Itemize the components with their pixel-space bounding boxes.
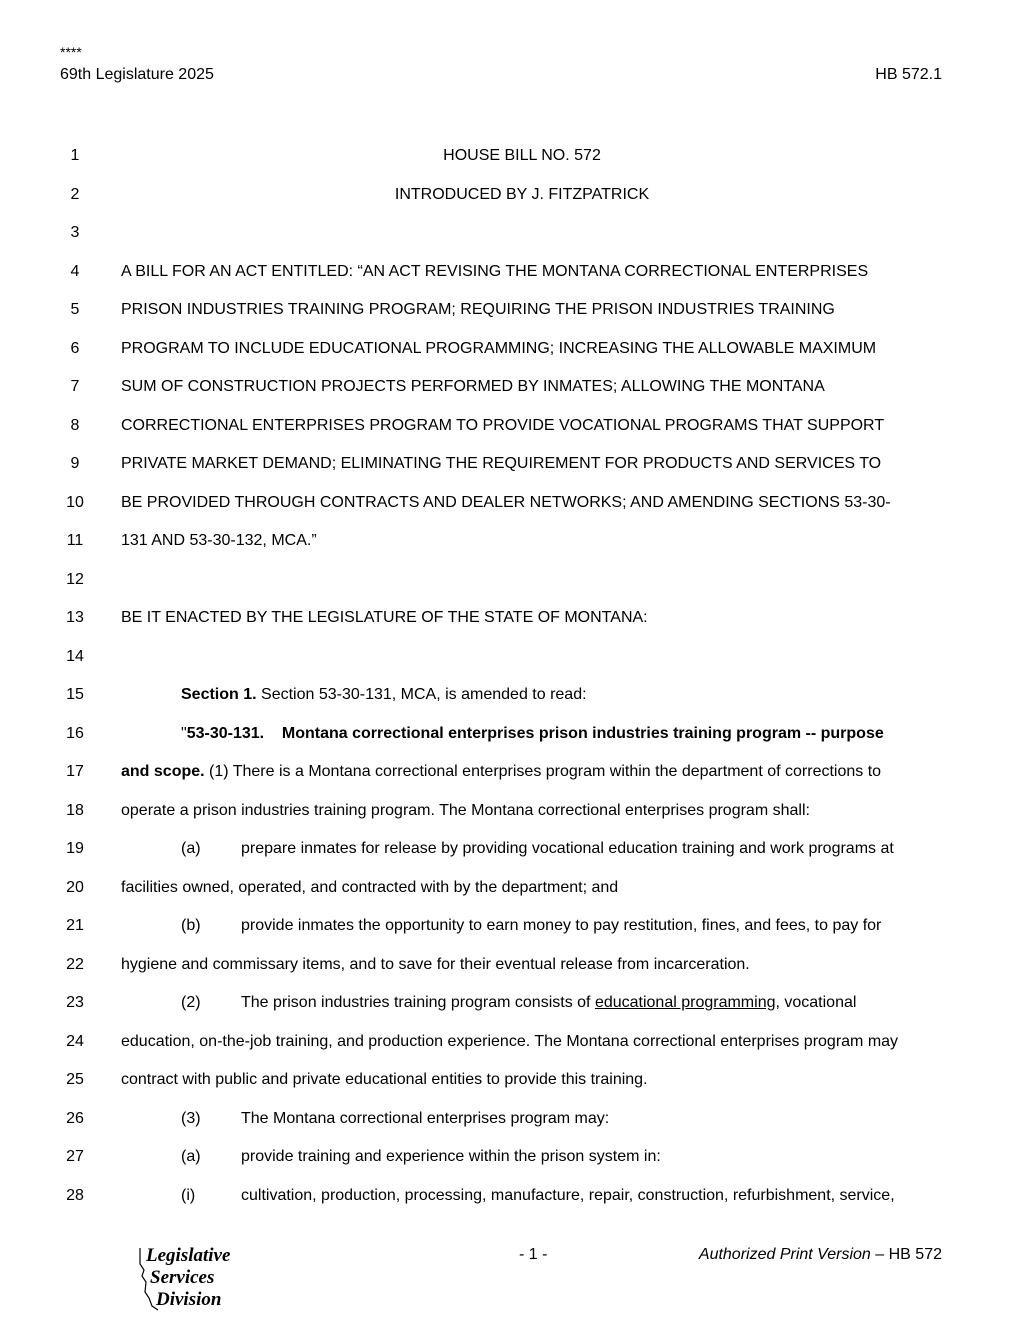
line-number: 19 [66, 840, 84, 857]
inserted-text: educational programming, [594, 994, 780, 1011]
bill-line [0, 647, 1024, 667]
line-number: 1 [70, 147, 80, 164]
line-number: 7 [70, 378, 80, 395]
bill-line [0, 762, 1024, 782]
item-text: prepare inmates for release by providing vocational education training and work programs at [241, 840, 894, 857]
line-number: 23 [66, 994, 84, 1011]
authorized-label: Authorized Print Version [698, 1246, 871, 1263]
bill-line [0, 1147, 1024, 1167]
bill-id: HB 572.1 [875, 66, 942, 83]
line-number: 25 [66, 1071, 84, 1088]
line-text: INTRODUCED BY J. FITZPATRICK [394, 185, 650, 203]
item-label: (b) [181, 917, 201, 934]
authorized-bill: HB 572 [888, 1246, 942, 1263]
section-line [181, 685, 936, 705]
line-text: SUM OF CONSTRUCTION PROJECTS PERFORMED BY INMATES; ALLOWING THE MONTANA [121, 378, 825, 395]
item-text: The Montana correctional enterprises program may: [241, 1109, 610, 1127]
bill-line [0, 993, 1024, 1013]
line-text: 131 AND 53-30-132, MCA.” [121, 532, 317, 549]
line-number: 16 [66, 724, 84, 742]
authorized-dash: – [870, 1246, 889, 1263]
quote-mark: " [181, 724, 187, 742]
section-label: Section 1. [181, 686, 257, 703]
item-text: cultivation, production, processing, manufacture, repair, construction, refurbishment, service, [241, 1186, 895, 1204]
item-label: (3) [181, 1109, 201, 1127]
bill-line [0, 493, 1024, 513]
bill-line [0, 955, 1024, 975]
item-text-start: The prison industries training program consists of [241, 994, 595, 1011]
item-label: (i) [181, 1186, 196, 1204]
line-text: contract with public and private educational entities to provide this training. [121, 1071, 648, 1088]
bill-line [0, 724, 1024, 744]
bill-line [0, 377, 1024, 397]
logo-line-3: Division [156, 1289, 222, 1310]
section-text: Section 53-30-131, MCA, is amended to read: [256, 686, 587, 703]
bill-line [0, 608, 1024, 628]
line-number: 15 [66, 686, 84, 703]
line-text: operate a prison industries training program. The Montana correctional enterprises program shall: [121, 801, 810, 819]
line-number: 20 [66, 878, 84, 896]
bill-line [0, 685, 1024, 705]
header-stars: **** [60, 44, 82, 60]
line-number: 6 [70, 339, 80, 357]
line-text: CORRECTIONAL ENTERPRISES PROGRAM TO PROVIDE VOCATIONAL PROGRAMS THAT SUPPORT [121, 416, 885, 434]
line-number: 21 [66, 917, 84, 934]
bill-line [0, 1070, 1024, 1090]
heading-text: 53-30-131. Montana correctional enterprises prison industries training program -- purpose [186, 724, 884, 742]
line-number: 27 [66, 1148, 84, 1165]
line-number: 13 [66, 609, 84, 626]
legislative-services-logo [136, 1246, 246, 1314]
line-number: 5 [70, 301, 80, 318]
section-heading [181, 724, 936, 744]
bill-line [0, 185, 1024, 205]
item-text-end: vocational [779, 994, 857, 1011]
line-text: (1) There is a Montana correctional enterprises program within the department of corrections to [204, 763, 882, 780]
bill-line [0, 570, 1024, 590]
line-text: BE IT ENACTED BY THE LEGISLATURE OF THE STATE OF MONTANA: [121, 609, 648, 626]
bill-line [0, 801, 1024, 821]
bill-line [0, 339, 1024, 359]
line-number: 12 [66, 570, 84, 588]
bill-line [0, 223, 1024, 243]
line-number: 9 [70, 455, 80, 472]
line-text: BE PROVIDED THROUGH CONTRACTS AND DEALER NETWORKS; AND AMENDING SECTIONS 53-30- [121, 493, 891, 511]
line-number: 11 [66, 532, 84, 549]
bill-line [0, 454, 1024, 474]
line-text: PRIVATE MARKET DEMAND; ELIMINATING THE REQUIREMENT FOR PRODUCTS AND SERVICES TO [121, 455, 882, 472]
line-number: 18 [66, 801, 84, 819]
item-label: (2) [181, 994, 201, 1011]
bill-line [0, 531, 1024, 551]
item-text: provide inmates the opportunity to earn money to pay restitution, fines, and fees, to pay for [241, 917, 882, 934]
bill-line [0, 839, 1024, 859]
line-number: 4 [70, 262, 80, 280]
page-number: - 1 - [519, 1246, 548, 1263]
item-text [241, 993, 856, 1013]
line-number: 2 [70, 185, 80, 203]
line-text: A BILL FOR AN ACT ENTITLED: “AN ACT REVISING THE MONTANA CORRECTIONAL ENTERPRISES [121, 262, 869, 280]
line-text: PRISON INDUSTRIES TRAINING PROGRAM; REQUIRING THE PRISON INDUSTRIES TRAINING [121, 301, 835, 318]
line-number: 28 [66, 1186, 84, 1204]
line-text: facilities owned, operated, and contracted with by the department; and [121, 878, 619, 896]
bill-line [0, 916, 1024, 936]
bill-line [0, 1186, 1024, 1206]
bill-line [0, 146, 1024, 166]
line-text: HOUSE BILL NO. 572 [443, 147, 601, 164]
line-number: 24 [66, 1032, 84, 1050]
heading-continuation [121, 762, 936, 782]
authorized-print-version [699, 1246, 942, 1264]
logo-line-1: Legislative [146, 1245, 231, 1266]
line-number: 22 [66, 955, 84, 973]
line-number: 14 [66, 647, 84, 665]
line-number: 10 [66, 493, 84, 511]
line-number: 17 [66, 763, 84, 780]
legislature-label: 69th Legislature 2025 [60, 66, 214, 83]
item-text: provide training and experience within the prison system in: [241, 1148, 661, 1165]
line-number: 3 [70, 224, 80, 241]
bill-line [0, 878, 1024, 898]
item-label: (a) [181, 1148, 201, 1165]
bill-line [0, 300, 1024, 320]
item-label: (a) [181, 840, 201, 857]
bill-line [0, 416, 1024, 436]
line-text: PROGRAM TO INCLUDE EDUCATIONAL PROGRAMMING; INCREASING THE ALLOWABLE MAXIMUM [121, 339, 877, 357]
line-text: hygiene and commissary items, and to save for their eventual release from incarceration. [121, 955, 750, 973]
line-number: 8 [70, 416, 80, 434]
bill-line [0, 1109, 1024, 1129]
bill-line [0, 262, 1024, 282]
bill-line [0, 1032, 1024, 1052]
line-text: education, on-the-job training, and production experience. The Montana correctional enterprises program may [121, 1032, 899, 1050]
logo-line-2: Services [150, 1267, 215, 1288]
line-number: 26 [66, 1109, 84, 1127]
heading-text: and scope. [121, 763, 205, 780]
